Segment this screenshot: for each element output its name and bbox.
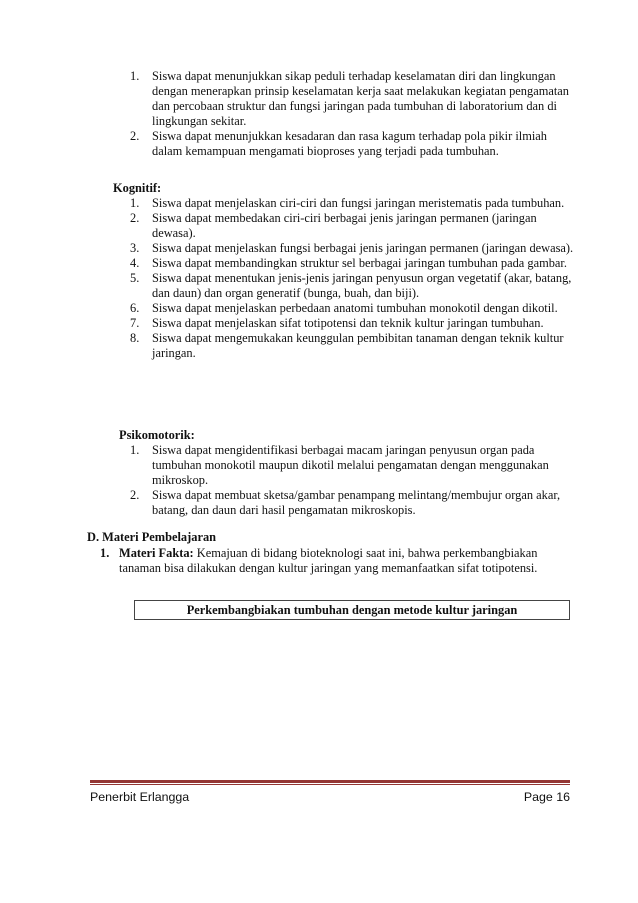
item-number: 1. [100, 546, 110, 560]
list-item [122, 488, 574, 518]
kognitif-list [122, 196, 574, 361]
materi-fakta [100, 546, 570, 576]
footer-rule-thin [90, 784, 570, 785]
item-number: 2. [130, 488, 140, 502]
footer-rule-thick [90, 780, 570, 783]
list-item [122, 211, 574, 241]
list-item [122, 316, 574, 331]
list-item [122, 196, 574, 211]
kognitif-heading: Kognitif: [113, 181, 162, 195]
materi-fakta-label: Materi Fakta: [119, 546, 194, 560]
item-number: 5. [130, 271, 140, 285]
item-number: 8. [130, 331, 140, 345]
footer-page-number: Page 16 [523, 790, 570, 804]
list-item [122, 443, 574, 488]
list-item [122, 256, 574, 271]
item-number: 1. [130, 69, 140, 83]
item-number: 4. [130, 256, 140, 270]
list-item [122, 69, 574, 129]
item-number: 1. [130, 443, 140, 457]
footer-publisher: Penerbit Erlangga [90, 790, 190, 804]
item-text: Siswa dapat membedakan ciri-ciri berbagai jenis jaringan permanen (jaringan dewasa). [152, 211, 537, 240]
item-text: Siswa dapat menjelaskan ciri-ciri dan fungsi jaringan meristematis pada tumbuhan. [152, 196, 565, 210]
list-item [122, 129, 574, 159]
item-text: Siswa dapat mengemukakan keunggulan pembibitan tanaman dengan teknik kultur jaringan. [152, 331, 564, 360]
item-text: Siswa dapat mengidentifikasi berbagai macam jaringan penyusun organ pada tumbuhan monokotil maupun dikotil melalui pengamatan dengan menggunakan mikroskop. [152, 443, 549, 487]
afektif-list [122, 69, 574, 159]
materi-fakta-text: Kemajuan di bidang bioteknologi saat ini, bahwa perkembangbiakan tanaman bisa dilakukan dengan kultur jaringan yang memanfaatkan sifat totipotensi. [119, 546, 538, 575]
item-text: Siswa dapat membandingkan struktur sel berbagai jaringan tumbuhan pada gambar. [152, 256, 567, 270]
item-text: Siswa dapat menjelaskan fungsi berbagai jenis jaringan permanen (jaringan dewasa). [152, 241, 574, 255]
item-number: 2. [130, 211, 140, 225]
item-text: Siswa dapat menunjukkan sikap peduli terhadap keselamatan diri dan lingkungan dengan menerapkan prinsip keselamatan kerja saat melakukan kegiatan pengamatan dan percobaan struktur dan fungsi jaringan pada tumbuhan di laboratorium dan di lingkungan sekitar. [152, 69, 569, 128]
item-text: Siswa dapat membuat sketsa/gambar penampang melintang/membujur organ akar, batang, dan daun dari hasil pengamatan mikroskopis. [152, 488, 561, 517]
item-number: 6. [130, 301, 140, 315]
list-item [122, 301, 574, 316]
materi-fakta-body [100, 546, 570, 576]
item-number: 3. [130, 241, 140, 255]
list-item [122, 271, 574, 301]
item-number: 1. [130, 196, 140, 210]
boxed-title: Perkembangbiakan tumbuhan dengan metode kultur jaringan [134, 600, 570, 620]
list-item [122, 241, 574, 256]
list-item [122, 331, 574, 361]
item-number: 2. [130, 129, 140, 143]
item-text: Siswa dapat menjelaskan sifat totipotensi dan teknik kultur jaringan tumbuhan. [152, 316, 544, 330]
psikomotorik-list [122, 443, 574, 518]
item-text: Siswa dapat menjelaskan perbedaan anatomi tumbuhan monokotil dengan dikotil. [152, 301, 558, 315]
item-text: Siswa dapat menentukan jenis-jenis jaringan penyusun organ vegetatif (akar, batang, dan daun) dan organ generatif (bunga, buah, dan biji). [152, 271, 572, 300]
item-text: Siswa dapat menunjukkan kesadaran dan rasa kagum terhadap pola pikir ilmiah dalam kemampuan mengamati bioproses yang terjadi pada tumbuhan. [152, 129, 547, 158]
item-number: 7. [130, 316, 140, 330]
section-heading-materi: D. Materi Pembelajaran [87, 530, 217, 544]
psikomotorik-heading: Psikomotorik: [119, 428, 195, 442]
